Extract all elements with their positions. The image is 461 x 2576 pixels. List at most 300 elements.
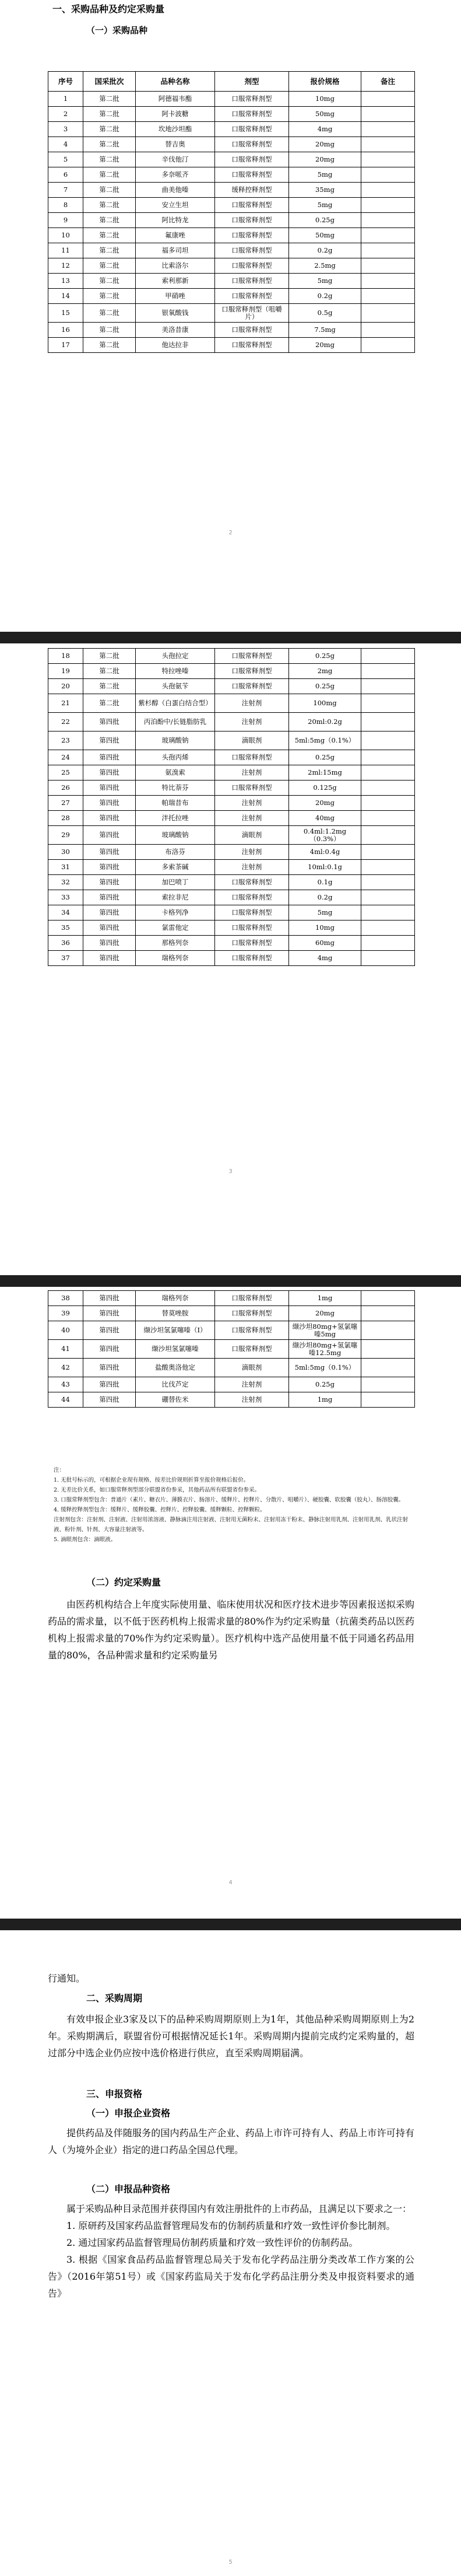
- table-cell: 第二批: [83, 228, 136, 243]
- table-cell: 2ml:15mg: [289, 765, 361, 780]
- table-cell: 10ml:0.1g: [289, 860, 361, 875]
- table-cell: [361, 323, 415, 338]
- table-row: [48, 338, 415, 353]
- table-cell: 33: [48, 890, 83, 905]
- table-cell: [361, 1306, 415, 1321]
- table-cell: 注射剂: [215, 860, 289, 875]
- table-cell: 40: [48, 1321, 83, 1340]
- table-cell: [361, 750, 415, 765]
- table-cell: 替吉奥: [136, 137, 215, 152]
- table-cell: 阿德福韦酯: [136, 92, 215, 107]
- table-cell: 16: [48, 323, 83, 338]
- table-cell: 口服常释剂型: [215, 289, 289, 304]
- table-cell: 7: [48, 183, 83, 198]
- table-cell: 第四批: [83, 1359, 136, 1377]
- table-cell: [361, 228, 415, 243]
- table-cell: 38: [48, 1291, 83, 1306]
- table-cell: 9: [48, 213, 83, 228]
- table-cell: 第四批: [83, 1340, 136, 1359]
- table-row: [48, 796, 415, 811]
- table-cell: 7.5mg: [289, 323, 361, 338]
- procurement-table-part-1: [48, 71, 415, 353]
- table-cell: 玻璃酸钠: [136, 826, 215, 845]
- table-row: [48, 890, 415, 905]
- table-cell: 17: [48, 338, 83, 353]
- table-cell: 0.1g: [289, 875, 361, 890]
- table-cell: 索拉非尼: [136, 890, 215, 905]
- table-row: [48, 875, 415, 890]
- table-row: [48, 921, 415, 936]
- continued-text: [48, 1970, 414, 1987]
- table-cell: 第四批: [83, 750, 136, 765]
- table-cell: 第四批: [83, 936, 136, 951]
- table-cell: 口服常释剂型: [215, 1340, 289, 1359]
- table-cell: 19: [48, 664, 83, 679]
- table-cell: 100mg: [289, 694, 361, 713]
- table-cell: [361, 845, 415, 860]
- table-cell: 口服常释剂型: [215, 664, 289, 679]
- page-number: 4: [228, 1880, 233, 1886]
- table-cell: 第四批: [83, 1291, 136, 1306]
- table-cell: 玻璃酸钠: [136, 732, 215, 750]
- table-cell: [361, 137, 415, 152]
- table-cell: [361, 274, 415, 289]
- table-cell: 帕瑞昔布: [136, 796, 215, 811]
- table-cell: 6: [48, 167, 83, 183]
- table-cell: 第四批: [83, 1306, 136, 1321]
- table-cell: 0.5g: [289, 304, 361, 323]
- table-cell: 4mg: [289, 122, 361, 137]
- table-cell: 口服常释剂型: [215, 905, 289, 921]
- table-cell: 0.25g: [289, 213, 361, 228]
- table-cell: 第二批: [83, 649, 136, 664]
- table-row: [48, 198, 415, 213]
- table-cell: 索利那新: [136, 274, 215, 289]
- table-cell: [361, 289, 415, 304]
- table-cell: 缬沙坦80mg+氢氯噻嗪12.5mg: [289, 1340, 361, 1359]
- table-cell: 瑞格列奈: [136, 1291, 215, 1306]
- table-cell: 40mg: [289, 811, 361, 826]
- table-cell: 0.25g: [289, 750, 361, 765]
- table-cell: 3: [48, 122, 83, 137]
- table-cell: 18: [48, 649, 83, 664]
- table-cell: [361, 860, 415, 875]
- table-row: [48, 811, 415, 826]
- table-cell: 20mg: [289, 338, 361, 353]
- table-row: [48, 323, 415, 338]
- table-cell: 第二批: [83, 122, 136, 137]
- table-row: [48, 1321, 415, 1340]
- table-cell: 0.4ml:1.2mg（0.3%）: [289, 826, 361, 845]
- table-cell: 第二批: [83, 213, 136, 228]
- table-cell: 第四批: [83, 905, 136, 921]
- table-cell: 20mg: [289, 137, 361, 152]
- table-cell: 口服常释剂型: [215, 92, 289, 107]
- table-cell: [361, 664, 415, 679]
- table-row: [48, 694, 415, 713]
- table-cell: 第二批: [83, 137, 136, 152]
- table-cell: 口服常释剂型: [215, 1306, 289, 1321]
- table-cell: [361, 921, 415, 936]
- table-cell: 21: [48, 694, 83, 713]
- table-cell: 第二批: [83, 304, 136, 323]
- table-row: [48, 92, 415, 107]
- sub-title-agreed-volume: （二）约定采购量: [86, 1577, 161, 1588]
- table-row: [48, 826, 415, 845]
- note-line: 注射剂包含：注射剂、注射液、注射用浓溶液、静脉滴注用注射液、注射用无菌粉末、注射用冻干粉末、静脉注射用乳剂、注射用乳剂、乳状注射液、粉针剂、针剂、大容量注射液等。: [54, 1517, 409, 1533]
- note-line: 5. 滴眼剂包含：滴眼液。: [54, 1536, 117, 1543]
- table-cell: 2.5mg: [289, 258, 361, 274]
- table-cell: 39: [48, 1306, 83, 1321]
- table-cell: 口服常释剂型: [215, 243, 289, 258]
- table-cell: 15: [48, 304, 83, 323]
- table-cell: 5mg: [289, 905, 361, 921]
- page-number: 5: [228, 2559, 233, 2566]
- table-cell: 第四批: [83, 811, 136, 826]
- table-cell: 口服常释剂型: [215, 936, 289, 951]
- table-row: [48, 122, 415, 137]
- column-header: 报价规格: [289, 72, 361, 92]
- table-cell: 口服常释剂型: [215, 213, 289, 228]
- list-item: 3. 根据《国家食品药品监督管理总局关于发布化学药品注册分类改革工作方案的公告》（2016年第51号）或《国家药监局关于发布化学药品注册分类及申报资料要求的通告》: [48, 2254, 414, 2299]
- table-cell: 口服常释剂型: [215, 137, 289, 152]
- table-cell: 甲硝唑: [136, 289, 215, 304]
- table-cell: 1: [48, 92, 83, 107]
- table-cell: 头孢氨苄: [136, 679, 215, 694]
- procurement-table-part-3: [48, 1290, 415, 1408]
- table-row: [48, 137, 415, 152]
- table-cell: 第四批: [83, 780, 136, 796]
- enterprise-qualification-paragraph: [48, 2124, 414, 2158]
- table-row: [48, 649, 415, 664]
- table-cell: 硼替佐米: [136, 1392, 215, 1408]
- table-cell: 口服常释剂型: [215, 780, 289, 796]
- table-cell: 比索洛尔: [136, 258, 215, 274]
- note-line: 注：: [54, 1467, 65, 1474]
- table-cell: 第四批: [83, 845, 136, 860]
- table-cell: 第二批: [83, 198, 136, 213]
- table-cell: 5mg: [289, 198, 361, 213]
- table-cell: [361, 107, 415, 122]
- table-cell: [361, 167, 415, 183]
- paragraph-text: 由医药机构结合上年度实际使用量、临床使用状况和医疗技术进步等因素报送拟采购药品的需求量，以不低于医药机构上报需求量的80%作为约定采购量（抗菌类药品以医药机构上报需求量的70%作为约定采购量）。医疗机构中选产品使用量不低于同通名药品用量的80%，各品种需求量和约定采购量另: [48, 1599, 414, 1661]
- table-cell: 第四批: [83, 921, 136, 936]
- table-cell: 氯雷他定: [136, 921, 215, 936]
- table-cell: 10mg: [289, 92, 361, 107]
- table-cell: 32: [48, 875, 83, 890]
- table-cell: 福多司坦: [136, 243, 215, 258]
- table-header-row: [48, 72, 415, 92]
- table-cell: [361, 1291, 415, 1306]
- table-row: [48, 679, 415, 694]
- table-cell: 替莫唑胺: [136, 1306, 215, 1321]
- table-cell: 口服常释剂型（咀嚼片）: [215, 304, 289, 323]
- table-cell: 第二批: [83, 107, 136, 122]
- table-cell: 口服常释剂型: [215, 323, 289, 338]
- table-cell: 口服常释剂型: [215, 649, 289, 664]
- table-cell: 盐酸奥洛他定: [136, 1359, 215, 1377]
- table-cell: 2mg: [289, 664, 361, 679]
- table-cell: 0.125g: [289, 780, 361, 796]
- table-cell: [361, 780, 415, 796]
- table-cell: 注射剂: [215, 796, 289, 811]
- heading-qualification: 三、申报资格: [86, 2088, 143, 2099]
- table-cell: 口服常释剂型: [215, 228, 289, 243]
- procurement-table-part-2: [48, 648, 415, 966]
- table-cell: [361, 183, 415, 198]
- table-row: [48, 228, 415, 243]
- table-cell: 那格列奈: [136, 936, 215, 951]
- table-row: [48, 845, 415, 860]
- table-cell: 瑞格列奈: [136, 951, 215, 966]
- table-cell: 31: [48, 860, 83, 875]
- table-cell: 注射剂: [215, 811, 289, 826]
- document-page-3: [0, 1287, 461, 1919]
- note-line: 2. 无差比价关系，如口服常释剂型部分联盟省份参采，其他药品所有联盟省份参采。: [54, 1487, 261, 1493]
- table-cell: [361, 875, 415, 890]
- table-cell: [361, 826, 415, 845]
- document-page-2: [0, 643, 461, 1275]
- table-cell: 1mg: [289, 1291, 361, 1306]
- table-cell: 5mg: [289, 274, 361, 289]
- table-cell: 0.2g: [289, 289, 361, 304]
- page-number: 3: [228, 1168, 233, 1175]
- page-number: 2: [228, 530, 233, 536]
- table-cell: [361, 152, 415, 167]
- table-cell: [361, 243, 415, 258]
- table-cell: 60mg: [289, 936, 361, 951]
- table-row: [48, 1392, 415, 1408]
- table-cell: [361, 811, 415, 826]
- paragraph-text: 提供药品及伴随服务的国内药品生产企业、药品上市许可持有人、药品上市许可持有人（为境外企业）指定的进口药品全国总代理。: [48, 2127, 414, 2155]
- table-cell: 布洛芬: [136, 845, 215, 860]
- table-cell: 口服常释剂型: [215, 274, 289, 289]
- table-cell: 第二批: [83, 183, 136, 198]
- table-cell: 20mg: [289, 796, 361, 811]
- table-cell: 多索茶碱: [136, 860, 215, 875]
- table-cell: 口服常释剂型: [215, 750, 289, 765]
- table-cell: 35: [48, 921, 83, 936]
- table-cell: [361, 765, 415, 780]
- table-cell: 8: [48, 198, 83, 213]
- table-cell: [361, 198, 415, 213]
- table-cell: 氟康唑: [136, 228, 215, 243]
- table-cell: 比伐芦定: [136, 1377, 215, 1392]
- table-cell: 加巴喷丁: [136, 875, 215, 890]
- table-cell: 第二批: [83, 289, 136, 304]
- table-cell: 口服常释剂型: [215, 107, 289, 122]
- table-cell: 第四批: [83, 713, 136, 732]
- table-cell: 24: [48, 750, 83, 765]
- table-cell: 安立生坦: [136, 198, 215, 213]
- table-cell: [361, 679, 415, 694]
- table-cell: 口服常释剂型: [215, 875, 289, 890]
- table-cell: [361, 951, 415, 966]
- note-line: 4. 缓释控释剂型包含：缓释片、缓释胶囊、控释片、控释胶囊、缓释颗粒、控释颗粒。: [54, 1507, 266, 1513]
- column-header: 备注: [361, 72, 415, 92]
- table-cell: 口服常释剂型: [215, 122, 289, 137]
- table-row: [48, 732, 415, 750]
- table-cell: 4mg: [289, 951, 361, 966]
- table-cell: 紫杉醇（白蛋白结合型）: [136, 694, 215, 713]
- table-notes: [54, 1465, 410, 1545]
- table-cell: 口服常释剂型: [215, 1321, 289, 1340]
- table-cell: 丙泊酚中/长链脂肪乳: [136, 713, 215, 732]
- table-row: [48, 258, 415, 274]
- table-row: [48, 765, 415, 780]
- table-cell: 第二批: [83, 167, 136, 183]
- table-cell: 29: [48, 826, 83, 845]
- table-cell: [361, 122, 415, 137]
- table-cell: [361, 713, 415, 732]
- table-cell: 多奈哌齐: [136, 167, 215, 183]
- table-cell: 滴眼剂: [215, 826, 289, 845]
- table-cell: 第二批: [83, 679, 136, 694]
- table-cell: 26: [48, 780, 83, 796]
- table-cell: 口服常释剂型: [215, 890, 289, 905]
- table-cell: 37: [48, 951, 83, 966]
- table-cell: 第二批: [83, 243, 136, 258]
- column-header: 国采批次: [83, 72, 136, 92]
- table-cell: 5mg: [289, 167, 361, 183]
- table-cell: 口服常释剂型: [215, 152, 289, 167]
- table-row: [48, 243, 415, 258]
- table-cell: 20mg: [289, 152, 361, 167]
- table-cell: 注射剂: [215, 845, 289, 860]
- table-cell: 第四批: [83, 890, 136, 905]
- document-page-1: [0, 0, 461, 632]
- table-cell: 0.2g: [289, 243, 361, 258]
- table-cell: 50mg: [289, 107, 361, 122]
- table-cell: 口服常释剂型: [215, 167, 289, 183]
- table-row: [48, 750, 415, 765]
- table-cell: 他达拉非: [136, 338, 215, 353]
- table-cell: 缬沙坦氢氯噻嗪（I）: [136, 1321, 215, 1340]
- table-cell: 30: [48, 845, 83, 860]
- paragraph-text: 属于采购品种目录范围并获得国内有效注册批件的上市药品，且满足以下要求之一：: [66, 2203, 412, 2214]
- table-cell: 第二批: [83, 152, 136, 167]
- table-cell: 4: [48, 137, 83, 152]
- table-cell: 43: [48, 1377, 83, 1392]
- table-row: [48, 1359, 415, 1377]
- table-cell: 口服常释剂型: [215, 258, 289, 274]
- table-cell: [361, 92, 415, 107]
- table-cell: 20ml:0.2g: [289, 713, 361, 732]
- table-cell: 5ml:5mg（0.1%）: [289, 732, 361, 750]
- table-cell: 口服常释剂型: [215, 951, 289, 966]
- table-cell: [361, 213, 415, 228]
- table-row: [48, 213, 415, 228]
- table-cell: 4ml:0.4g: [289, 845, 361, 860]
- table-cell: 第四批: [83, 796, 136, 811]
- table-cell: 10mg: [289, 921, 361, 936]
- table-cell: [361, 258, 415, 274]
- table-cell: 0.2g: [289, 890, 361, 905]
- table-cell: 5ml:5mg（0.1%）: [289, 1359, 361, 1377]
- table-cell: 第二批: [83, 258, 136, 274]
- table-row: [48, 713, 415, 732]
- table-cell: [361, 1340, 415, 1359]
- table-cell: 5: [48, 152, 83, 167]
- table-cell: 第四批: [83, 875, 136, 890]
- table-cell: 第二批: [83, 694, 136, 713]
- table-cell: 头孢丙烯: [136, 750, 215, 765]
- table-cell: 25: [48, 765, 83, 780]
- table-cell: 0.25g: [289, 1377, 361, 1392]
- table-cell: 35mg: [289, 183, 361, 198]
- table-cell: [361, 338, 415, 353]
- table-cell: 口服常释剂型: [215, 338, 289, 353]
- table-cell: 第四批: [83, 826, 136, 845]
- table-cell: 口服常释剂型: [215, 198, 289, 213]
- table-cell: 13: [48, 274, 83, 289]
- table-cell: 注射剂: [215, 1392, 289, 1408]
- table-cell: 11: [48, 243, 83, 258]
- table-cell: 10: [48, 228, 83, 243]
- table-cell: 第四批: [83, 1392, 136, 1408]
- section-title: 一、采购品种及约定采购量: [52, 4, 165, 15]
- table-cell: 0.25g: [289, 679, 361, 694]
- table-row: [48, 780, 415, 796]
- table-cell: 口服常释剂型: [215, 679, 289, 694]
- table-cell: 头孢拉定: [136, 649, 215, 664]
- table-cell: 卡格列净: [136, 905, 215, 921]
- note-line: 1. 无批号标示的，可根据企业现有规格、按差比价规则折算至报价规格后报价。: [54, 1477, 249, 1483]
- table-cell: 第四批: [83, 951, 136, 966]
- agreed-volume-paragraph: [48, 1596, 414, 1664]
- table-cell: [361, 1321, 415, 1340]
- table-cell: 0.25g: [289, 649, 361, 664]
- table-cell: 阿比特龙: [136, 213, 215, 228]
- table-cell: 第四批: [83, 765, 136, 780]
- table-cell: [361, 304, 415, 323]
- table-cell: 缬沙坦氢氯噻嗪: [136, 1340, 215, 1359]
- table-row: [48, 936, 415, 951]
- table-cell: 泮托拉唑: [136, 811, 215, 826]
- table-cell: 阿卡波糖: [136, 107, 215, 122]
- table-cell: 28: [48, 811, 83, 826]
- table-cell: 20: [48, 679, 83, 694]
- table-cell: 第二批: [83, 274, 136, 289]
- table-cell: 23: [48, 732, 83, 750]
- table-row: [48, 274, 415, 289]
- table-row: [48, 289, 415, 304]
- table-row: [48, 1377, 415, 1392]
- list-item: 2. 通过国家药品监督管理局仿制药质量和疗效一致性评价的仿制药品。: [66, 2237, 358, 2248]
- table-cell: 第二批: [83, 92, 136, 107]
- table-cell: 2: [48, 107, 83, 122]
- sub-title: （一）采购品种: [86, 25, 148, 36]
- table-row: [48, 860, 415, 875]
- column-header: 剂型: [215, 72, 289, 92]
- column-header: 序号: [48, 72, 83, 92]
- table-row: [48, 107, 415, 122]
- table-cell: 辛伐他汀: [136, 152, 215, 167]
- period-paragraph: [48, 2011, 414, 2062]
- table-cell: [361, 1359, 415, 1377]
- table-cell: 银氧酸钱: [136, 304, 215, 323]
- table-cell: 50mg: [289, 228, 361, 243]
- table-cell: 第四批: [83, 1321, 136, 1340]
- table-cell: 第四批: [83, 732, 136, 750]
- table-cell: 注射剂: [215, 1377, 289, 1392]
- table-cell: 第二批: [83, 338, 136, 353]
- column-header: 品种名称: [136, 72, 215, 92]
- table-cell: 第四批: [83, 860, 136, 875]
- table-cell: 特比萘芬: [136, 780, 215, 796]
- table-row: [48, 152, 415, 167]
- table-row: [48, 183, 415, 198]
